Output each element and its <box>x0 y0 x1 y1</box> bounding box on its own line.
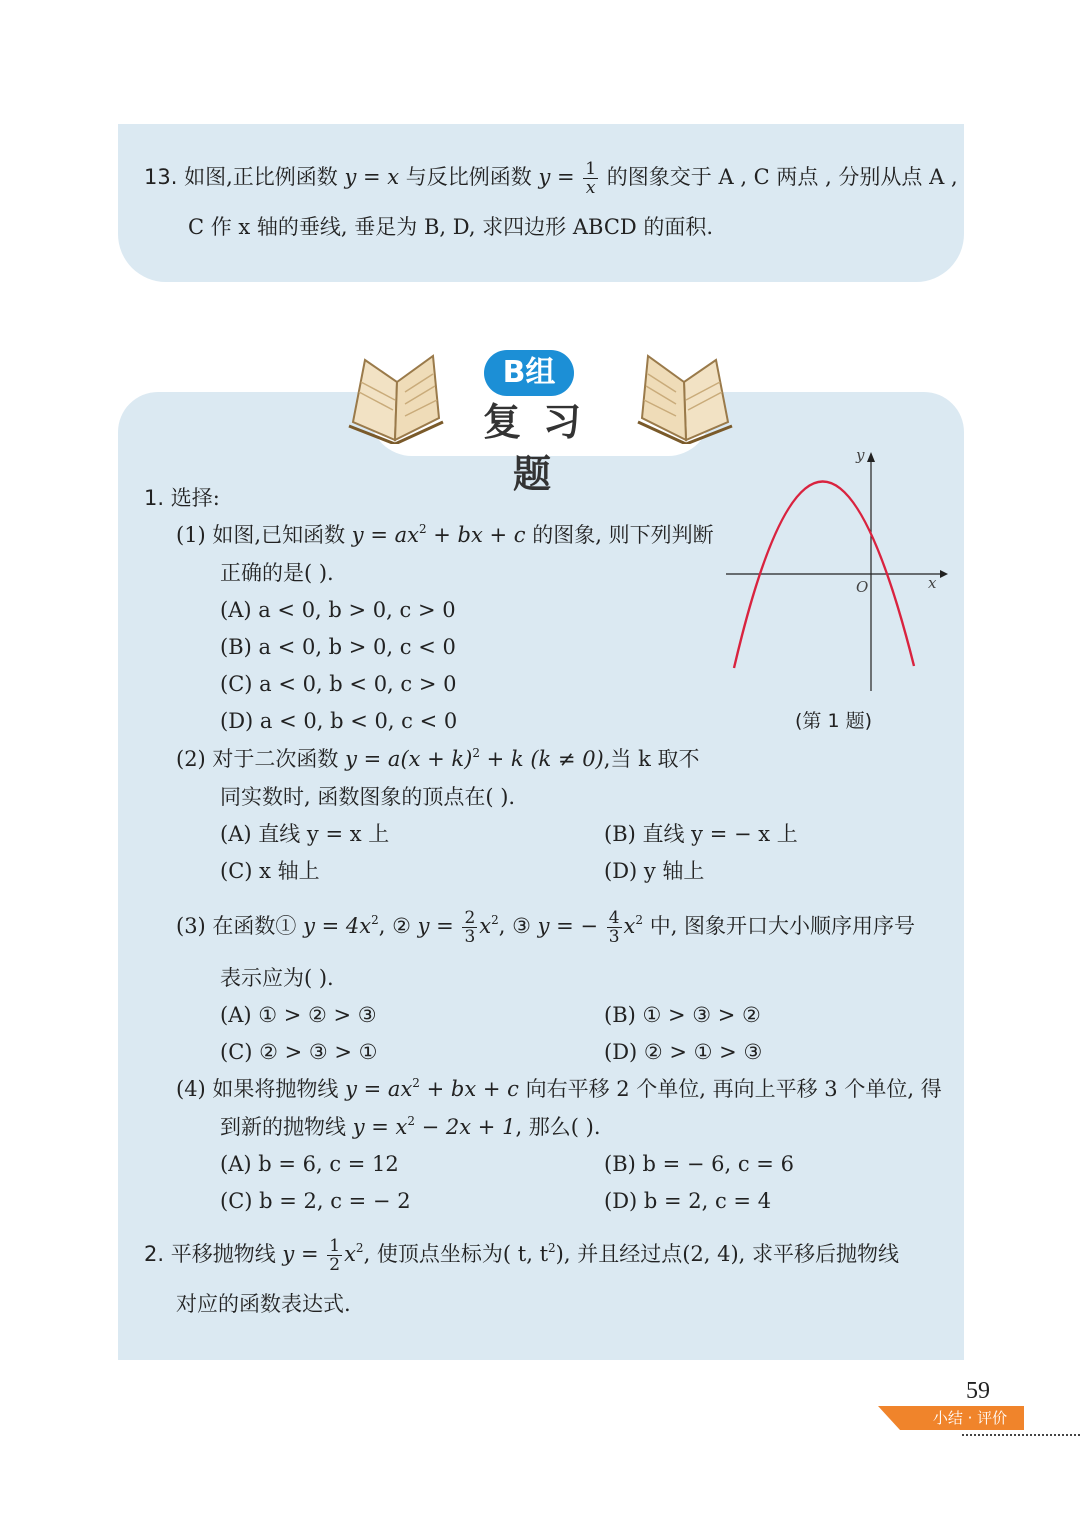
q1-part-1-line-1 <box>176 521 714 549</box>
exponent: 2 <box>412 1076 420 1090</box>
open-book-right-icon <box>636 352 736 444</box>
denominator: 3 <box>608 927 620 947</box>
fraction-2-over-3 <box>462 909 477 946</box>
q1-part-1-option-b: (B) a < 0, b > 0, c < 0 <box>220 635 456 659</box>
y-axis-label: y <box>856 446 865 464</box>
exponent: 2 <box>371 913 379 927</box>
text: 向右平移 2 个单位, 再向上平移 3 个单位, 得 <box>518 1077 942 1101</box>
separator: , ③ <box>498 914 538 938</box>
text: (3) 在函数① <box>176 914 304 938</box>
q1-part-1-line-2: 正确的是( ). <box>220 561 334 585</box>
q1-part-4-option-b: (B) b = − 6, c = 6 <box>604 1152 794 1176</box>
q1-part-3-line-1 <box>176 908 915 946</box>
numerator: 4 <box>608 908 620 928</box>
q1-part-3-option-c: (C) ② > ③ > ① <box>220 1040 378 1064</box>
problem-13-line-2: C 作 x 轴的垂线, 垂足为 B, D, 求四边形 ABCD 的面积. <box>188 215 714 239</box>
q1-part-4-line-1 <box>176 1075 942 1103</box>
q1-part-2-option-d: (D) y 轴上 <box>604 859 705 883</box>
equation: y = ax <box>345 1077 413 1101</box>
variable: x <box>623 914 636 938</box>
problem-13-line-1 <box>144 160 958 197</box>
question-2-line-2: 对应的函数表达式. <box>176 1292 351 1316</box>
question-2-number: 2. <box>144 1242 165 1266</box>
problem-13-text: 与反比例函数 <box>399 165 539 189</box>
page-number: 59 <box>966 1378 990 1404</box>
exponent: 2 <box>418 522 427 536</box>
section-title: 复习题 <box>482 400 603 496</box>
equation: + bx + c <box>426 523 526 547</box>
y-axis-arrow-icon <box>867 452 875 462</box>
equation-direct: y = x <box>344 165 400 189</box>
q1-part-1-option-d: (D) a < 0, b < 0, c < 0 <box>220 709 458 733</box>
q1-part-3-option-a: (A) ① > ② > ③ <box>220 1003 377 1027</box>
fraction-1-over-x <box>583 160 598 197</box>
exponent: 2 <box>491 913 499 927</box>
equation: + bx + c <box>419 1077 519 1101</box>
problem-13-panel <box>118 124 964 282</box>
variable: x <box>479 914 492 938</box>
numerator: 2 <box>464 908 476 928</box>
figure-caption: (第 1 题) <box>795 710 872 732</box>
equation: + k (k ≠ 0) <box>479 747 604 771</box>
q1-part-4-option-d: (D) b = 2, c = 4 <box>604 1189 772 1213</box>
function-2-lhs: y = <box>417 914 454 938</box>
question-2-line-1 <box>144 1236 899 1274</box>
question-1-label: 选择: <box>170 486 220 510</box>
equation-lhs: y = <box>282 1242 319 1266</box>
denominator: 2 <box>329 1255 341 1275</box>
problem-13-text: 的图象交于 A , C 两点 , 分别从点 A , <box>600 165 958 189</box>
parabola-curve <box>734 481 914 668</box>
question-1-number: 1. <box>144 486 165 510</box>
fraction-4-over-3 <box>607 909 622 946</box>
denominator: 3 <box>464 927 476 947</box>
q1-part-4-line-2 <box>220 1113 601 1141</box>
separator: , ② <box>378 914 418 938</box>
dotted-rule <box>962 1434 1080 1436</box>
q1-part-3-option-d: (D) ② > ① > ③ <box>604 1040 763 1064</box>
text: 的图象, 则下列判断 <box>525 523 714 547</box>
origin-label: O <box>856 578 869 596</box>
parabola-figure <box>726 446 956 696</box>
q1-part-2-option-b: (B) 直线 y = − x 上 <box>604 822 798 846</box>
fraction-1-over-2 <box>327 1237 342 1274</box>
text: 平移抛物线 <box>170 1242 283 1266</box>
q1-part-4-option-c: (C) b = 2, c = − 2 <box>220 1189 411 1213</box>
q1-part-2-option-c: (C) x 轴上 <box>220 859 320 883</box>
open-book-left-icon <box>345 352 445 444</box>
text: , 那么( ). <box>515 1115 601 1139</box>
problem-13-number: 13. <box>144 165 178 189</box>
function-1: y = 4x <box>303 914 372 938</box>
exponent: 2 <box>635 913 644 927</box>
text: (1) 如图,已知函数 <box>176 523 352 547</box>
equation: − 2x + 1 <box>414 1115 516 1139</box>
text: , 使顶点坐标为( t, t <box>363 1242 549 1266</box>
q1-part-1-option-c: (C) a < 0, b < 0, c > 0 <box>220 672 457 696</box>
q1-part-4-option-a: (A) b = 6, c = 12 <box>220 1152 399 1176</box>
exponent: 2 <box>472 746 480 760</box>
text: ), 并且经过点(2, 4), 求平移后抛物线 <box>555 1242 900 1266</box>
denominator: x <box>585 178 596 198</box>
q1-part-2-option-a: (A) 直线 y = x 上 <box>220 822 390 846</box>
q1-part-3-line-2: 表示应为( ). <box>220 966 334 990</box>
exponent: 2 <box>548 1241 556 1255</box>
text: 中, 图象开口大小顺序用序号 <box>643 914 916 938</box>
function-3-lhs: y = − <box>537 914 599 938</box>
equation: y = ax <box>351 523 419 547</box>
variable: x <box>344 1242 356 1266</box>
q1-part-1-option-a: (A) a < 0, b > 0, c > 0 <box>220 598 456 622</box>
exponent: 2 <box>355 1241 364 1255</box>
section-tag-label: 小结 · 评价 <box>932 1409 1008 1427</box>
q1-part-2-line-1 <box>176 745 700 773</box>
numerator: 1 <box>329 1236 341 1256</box>
text: ,当 k 取不 <box>603 747 700 771</box>
problem-13-text: 如图,正比例函数 <box>184 165 345 189</box>
text: (2) 对于二次函数 <box>176 747 346 771</box>
equation: y = a(x + k) <box>345 747 473 771</box>
x-axis-label: x <box>928 574 937 592</box>
equation: y = x <box>352 1115 408 1139</box>
q1-part-2-line-2: 同实数时, 函数图象的顶点在( ). <box>220 785 516 809</box>
text: (4) 如果将抛物线 <box>176 1077 346 1101</box>
question-1-heading <box>144 484 220 512</box>
group-b-badge: B组 <box>484 350 574 396</box>
numerator: 1 <box>585 159 597 179</box>
text: 到新的抛物线 <box>220 1115 353 1139</box>
x-axis-arrow-icon <box>940 570 948 578</box>
equation-inverse-lhs: y = <box>538 165 575 189</box>
q1-part-3-option-b: (B) ① > ③ > ② <box>604 1003 761 1027</box>
exponent: 2 <box>407 1114 415 1128</box>
